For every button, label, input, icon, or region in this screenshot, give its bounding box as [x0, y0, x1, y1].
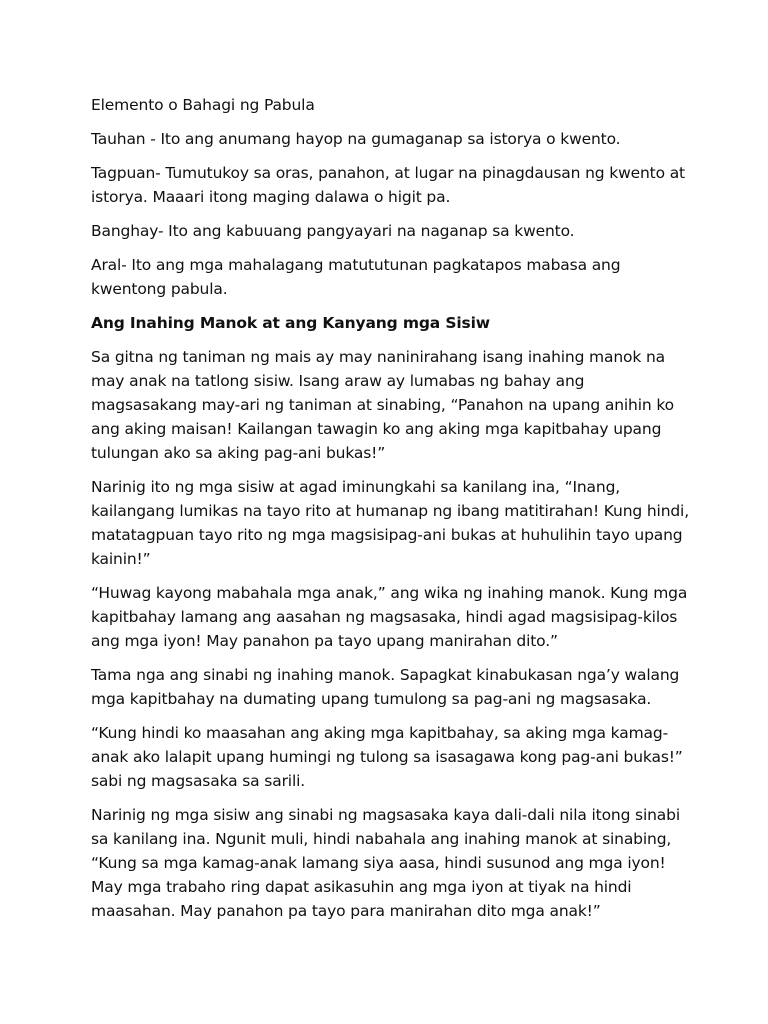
element-tagpuan: Tagpuan- Tumutukoy sa oras, panahon, at lugar na pinagdausan ng kwento at istorya. Maaari itong maging dalawa o higit pa.	[91, 164, 685, 206]
document-page	[91, 93, 691, 933]
story-paragraph: Narinig ito ng mga sisiw at agad iminungkahi sa kanilang ina, “Inang, kailangang lumikas na tayo rito at humanap ng ibang matitirahan! Kung hindi, matatagpuan tayo rito ng mga magsisipag-ani bukas at huhulihin tayo upang kainin!”	[91, 478, 689, 568]
story-paragraph: “Huwag kayong mabahala mga anak,” ang wika ng inahing manok. Kung mga kapitbahay lamang ang aasahan ng magsasaka, hindi agad magsisipag-kilos ang mga iyon! May panahon pa tayo upang manirahan dito.”	[91, 584, 688, 650]
element-banghay: Banghay- Ito ang kabuuang pangyayari na naganap sa kwento.	[91, 222, 575, 240]
story-paragraph: “Kung hindi ko maasahan ang aking mga kapitbahay, sa aking mga kamag-anak ako lalapit upang humingi ng tulong sa isasagawa kong pag-ani bukas!” sabi ng magsasaka sa sarili.	[91, 724, 683, 790]
story-title: Ang Inahing Manok at ang Kanyang mga Sisiw	[91, 314, 490, 332]
element-aral: Aral- Ito ang mga mahalagang matututunan pagkatapos mabasa ang kwentong pabula.	[91, 256, 621, 298]
story-paragraph: Sa gitna ng taniman ng mais ay may naninirahang isang inahing manok na may anak na tatlong sisiw. Isang araw ay lumabas ng bahay ang magsasakang may-ari ng taniman at sinabing, “Panahon na upang anihin ko ang aking maisan! Kailangan tawagin ko ang aking mga kapitbahay upang tulungan ako sa aking pag-ani bukas!”	[91, 348, 674, 462]
story-paragraph: Narinig ng mga sisiw ang sinabi ng magsasaka kaya dali-dali nila itong sinabi sa kanilang ina. Ngunit muli, hindi nabahala ang inahing manok at sinabing, “Kung sa mga kamag-anak lamang siya aasa, hindi susunod ang mga iyon! May mga trabaho ring dapat asikasuhin ang mga iyon at tiyak na hindi maasahan. May panahon pa tayo para manirahan dito mga anak!”	[91, 806, 680, 920]
story-paragraph: Tama nga ang sinabi ng inahing manok. Sapagkat kinabukasan nga’y walang mga kapitbahay na dumating upang tumulong sa pag-ani ng magsasaka.	[91, 666, 680, 708]
intro-title: Elemento o Bahagi ng Pabula	[91, 96, 315, 114]
element-tauhan: Tauhan - Ito ang anumang hayop na gumaganap sa istorya o kwento.	[91, 130, 621, 148]
